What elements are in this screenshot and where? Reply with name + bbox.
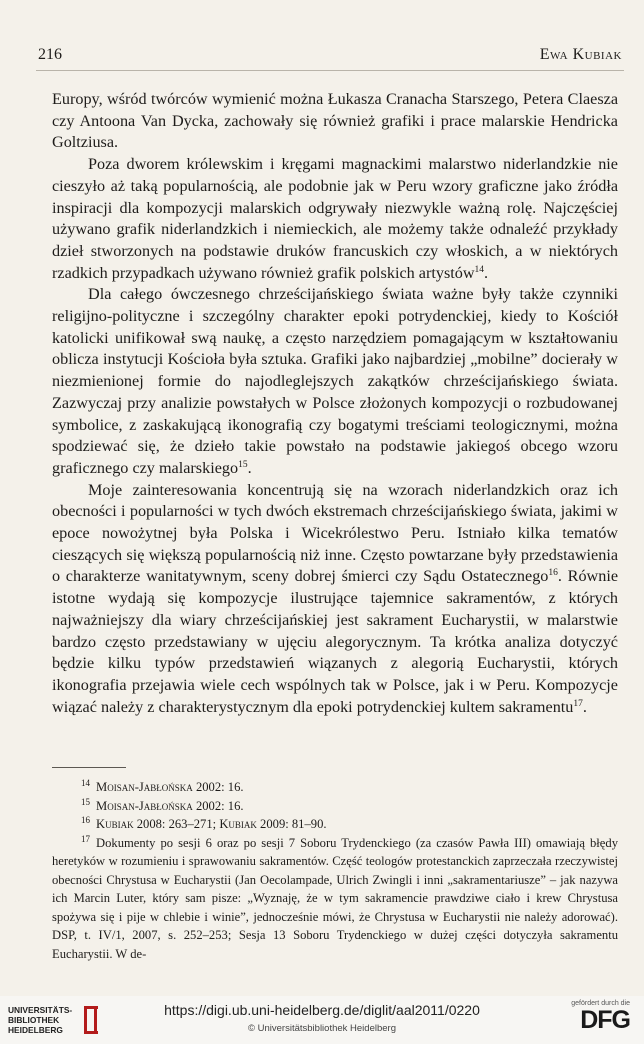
page-footer bbox=[0, 996, 644, 1044]
footnote-author: Moisan-Jabłońska bbox=[96, 780, 193, 794]
library-logo[interactable]: UNIVERSITÄTS- BIBLIOTHEK HEIDELBERG bbox=[8, 1004, 118, 1038]
source-url-link[interactable]: https://digi.ub.uni-heidelberg.de/diglit/aal2011/0220 bbox=[164, 1002, 480, 1018]
paragraph-3: Dla całego ówczesnego chrześcijańskiego świata ważne były także czynniki religijno-polityczne i szczególny charakter epoki potrydenckiej, kiedy to Kościół katolicki unifikował swą naukę, a często narzędziem pomagającym w kształtowaniu oblicza instytucji Kościoła była sztuka. Grafiki jako najbardziej „mobilne” docierały w niezmienionej formie do najodleglejszych zakątków chrześcijańskiego świata. Zazwyczaj przy analizie powstałych w Polsce złożonych kompozycji o rozbudowanej symbolice, z zaskakującą ikonografią czy bogatymi treściami teologicznymi, można spodziewać się, że dzieło takie powstało na podstawie jakiegoś obcego wzoru graficznego czy malarskiego$^{15}$. bbox=[52, 285, 618, 477]
footnote-ref-17[interactable]: 17 bbox=[573, 698, 583, 709]
dfg-funding-note: gefördert durch die bbox=[571, 1000, 630, 1007]
footnote-author: Kubiak bbox=[96, 817, 134, 831]
body-text bbox=[52, 89, 618, 718]
paragraph-4: Moje zainteresowania koncentrują się na wzorach niderlandzkich oraz ich obecności i popularności w tych dwóch ekstremach chrześcijańskiego świata, jakimi w epoce nowożytnej była Polska i Wicekrólestwo Peru. Istniało kilka tematów cieszących się większą popularnością niż inne. Często powtarzane były przedstawienia o charakterze wanitatywnym, sceny dobrej śmierci czy Sądu Ostatecznego$^{16}$. Równie istotne wydają się kompozycje ilustrujące tajemnice sakramentów, z których najważniejszy dla wiary chrześcijańskiej jest sakrament Eucharystii, w malarstwie bardzo często przedstawiany w ujęciu alegorycznym. Ta krótka analiza dotyczyć będzie kilku typów przedstawień wiązanych z alegorią Eucharystii, których ikonografia przejawia wiele cech wspólnych tak w Polsce, jak i w Peru. Kompozycje wiązać należy z charakterystycznym dla epoki potrydenckiej kultem sakramentu$^{17}$. bbox=[52, 480, 619, 716]
running-head: Ewa Kubiak bbox=[539, 46, 622, 63]
footnote-divider bbox=[52, 767, 126, 768]
footnote-author: Moisan-Jabłońska bbox=[96, 798, 193, 813]
footnote-14: $^{14}$ Moisan-Jabłońska 2002: 16. bbox=[81, 778, 244, 794]
footnote-number: 16 bbox=[81, 815, 90, 825]
footnote-17: $^{17}$ Dokumenty po sesji 6 oraz po sesji 7 Soboru Trydenckiego (za czasów Pawła III) omawiają błędy heretyków w rozumieniu i sprawowaniu sakramentów. Część teologów protestanckich zaprzeczała rzeczywistej obecności Chrystusa w Eucharystii (Jan Oecolampade, Ulrich Zwingli i inni „sakramentariusze” – jak nazywa ich Marcin Luter, który sam pisze: „Wyznaję, że w tym sakramencie prawdziwe ciało i krew Chrystusa spożywa się i pije w chlebie i winie”, jednocześnie mówi, że Chrystusa w Eucharystii nie należy adorować). DSP, t. IV/1, 2007, s. 252–253; Sesja 13 Soboru Trydenckiego w dużej części dotyczyła sakramentu Eucharystii. W de- bbox=[52, 833, 618, 961]
footnote-ref-14[interactable]: 14 bbox=[474, 264, 485, 275]
page-number: 216 bbox=[38, 46, 62, 63]
footnote-number: 15 bbox=[81, 796, 90, 807]
copyright-notice: © Universitätsbibliothek Heidelberg bbox=[248, 1023, 396, 1034]
dfg-wordmark: DFG bbox=[580, 1006, 630, 1034]
paragraph-1: Europy, wśród twórców wymienić można Łukasza Cranacha Starszego, Petera Claesza czy Antoona Van Dycka, zachowały się również grafiki i prace malarskie Hendricka Goltziusa. bbox=[52, 90, 618, 152]
page-header bbox=[36, 44, 624, 71]
footnote-16: $^{16}$ Kubiak 2008: 263–271; Kubiak 2009: 81–90. bbox=[81, 815, 327, 831]
dfg-logo[interactable] bbox=[560, 1000, 630, 1038]
footnote-author: Kubiak bbox=[219, 817, 257, 831]
footnotes bbox=[52, 778, 618, 963]
paragraph-2: Poza dworem królewskim i kręgami magnackimi malarstwo niderlandzkie nie cieszyło aż taką popularnością, ale podobnie jak w Peru wzory graficzne jako źródła inspiracji dla kompozycji malarskich odgrywały niezwykle ważną rolę. Najczęściej używano grafik niderlandzkich i niemieckich, ale możemy także odnaleźć przykłady dzieł stworzonych na podstawie druków francuskich czy włoskich, a w niektórych rzadkich przypadkach używano również grafik polskich artystów$^{14}$. bbox=[52, 155, 618, 282]
footnote-number: 14 bbox=[81, 778, 90, 788]
footnote-number: 17 bbox=[81, 833, 90, 844]
footnote-ref-16[interactable]: 16 bbox=[548, 568, 558, 579]
footnote-15: $^{15}$ Moisan-Jabłońska 2002: 16. bbox=[81, 796, 244, 813]
footnote-ref-15[interactable]: 15 bbox=[238, 459, 248, 470]
